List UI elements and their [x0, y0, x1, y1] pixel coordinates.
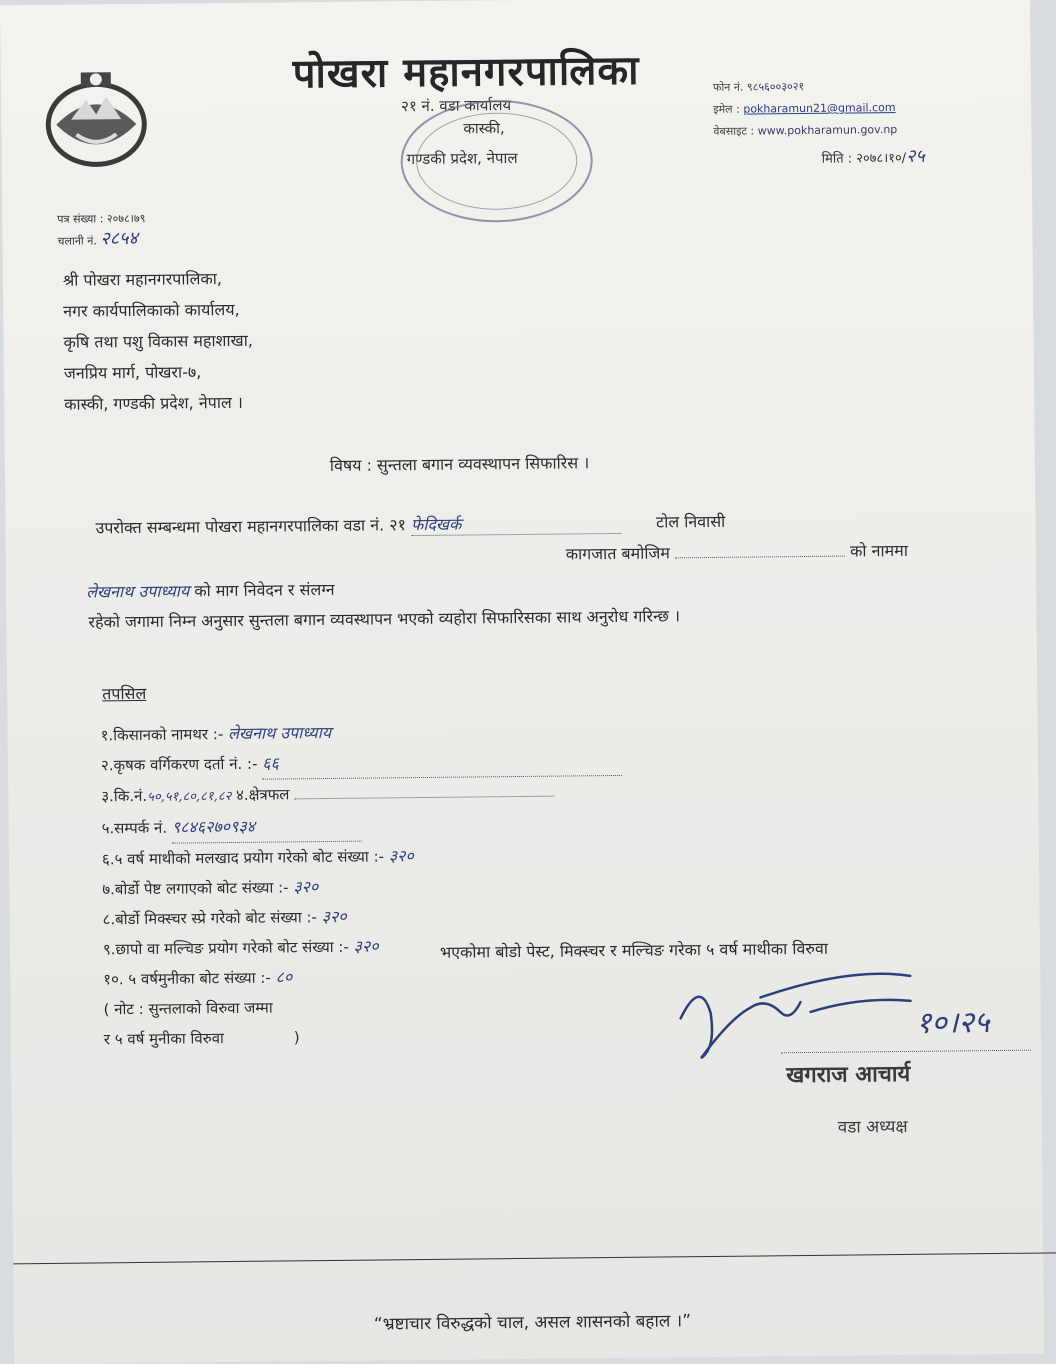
note-text: र ५ वर्ष मुनीका विरुवा: [103, 1029, 224, 1049]
note-line: ( नोट : सुन्तलाको विरुवा जम्मा: [103, 998, 273, 1019]
patra-sankhya: पत्र संख्या : २०७८।७९: [57, 211, 146, 226]
body-text: को नाममा: [849, 540, 909, 561]
body-text: टोल निवासी: [655, 511, 726, 532]
province-line: गण्डकी प्रदेश, नेपाल: [406, 148, 518, 169]
body-line-2: [566, 539, 908, 565]
body-text: को माग निवेदन र संलग्न: [194, 579, 335, 601]
item-label: ३.कि.नं.: [101, 786, 148, 806]
ward-office-line: २१ नं. वडा कार्यालय: [401, 96, 512, 116]
item-label: ५.सम्पर्क नं.: [101, 818, 168, 838]
chalani-label: चलानी नं.: [57, 234, 97, 248]
item-value: ८०: [275, 967, 293, 987]
subject-line: विषय : सुन्तला बगान व्यवस्थापन सिफारिस ।: [329, 453, 590, 475]
signatory-title: वडा अध्यक्ष: [837, 1116, 908, 1138]
applicant-handwritten: लेखनाथ उपाध्याय: [86, 581, 190, 602]
item-label: ८.बोर्डो मिक्स्चर स्प्रे गरेको बोट संख्या :-: [102, 908, 317, 929]
website-line: [713, 122, 897, 139]
note-paren: ): [293, 1028, 300, 1047]
ward-office-stamp: [396, 85, 598, 237]
item-value: ९८४६२७०९३४: [172, 811, 362, 844]
detail-list: [101, 715, 626, 1054]
phone-number: ९८५६००३०२१: [746, 79, 805, 94]
body-text: कागजात बमोजिम: [565, 543, 671, 564]
body-line-3: [86, 578, 335, 603]
date-label: मिति : २०७८।१०/: [821, 150, 907, 167]
item-value: ६६: [262, 745, 622, 780]
item-value: ३२०: [321, 906, 347, 927]
footer-motto: “भ्रष्टाचार विरुद्धको चाल, असल शासनको बहाल ।”: [373, 1311, 692, 1335]
note-right: भएकोमा बोडो पेस्ट, मिक्स्चर र मल्चिङ गरेका ५ वर्ष माथीका विरुवा: [439, 938, 829, 962]
body-line-1: [95, 510, 725, 540]
blank-field: [294, 796, 554, 800]
item-value: ३२०: [353, 936, 379, 956]
email-link[interactable]: pokharamun21@gmail.com: [743, 101, 896, 116]
item-value: ३२०: [388, 846, 414, 866]
item-label: १०. ५ वर्षमुनीका बोट संख्या :-: [103, 968, 271, 989]
addressee-line: कृषि तथा पशु विकास महाशाखा,: [63, 330, 253, 352]
signatory-name: खगराज आचार्य: [786, 1061, 911, 1089]
letter-date: [822, 144, 925, 169]
item-label: ७.बोर्डो पेष्ट लगाएको बोट संख्या :-: [102, 878, 289, 899]
item-label: ९.छापो वा मल्चिङ प्रयोग गरेको बोट संख्या :-: [102, 937, 349, 959]
addressee-line: नगर कार्यपालिकाको कार्यालय,: [63, 299, 240, 321]
government-emblem-icon: [41, 64, 152, 175]
email-label: इमेल :: [713, 102, 740, 116]
item-value: लेखनाथ उपाध्याय: [227, 722, 332, 744]
addressee-line: कास्की, गण्डकी प्रदेश, नेपाल ।: [64, 392, 244, 414]
tole-handwritten: फेदिखर्क: [411, 511, 621, 536]
addressee-block: [63, 263, 254, 420]
office-title: पोखरा महानगरपालिका: [292, 47, 640, 98]
body-text: उपरोक्त सम्बन्धमा पोखरा महानगरपालिका वडा नं. २१: [95, 515, 406, 538]
list-item: [101, 776, 623, 813]
district-line: कास्की,: [463, 119, 505, 138]
item-value: ५०,५१,८०,८१,८२: [147, 789, 232, 805]
footer-rule: [13, 1252, 1056, 1264]
phone-label: फोन नं.: [712, 80, 744, 94]
item-value: ३२०: [293, 877, 319, 897]
addressee-line: जनप्रिय मार्ग, पोखरा-७,: [63, 362, 202, 383]
item-label: २.कृषक वर्गिकरण दर्ता नं. :-: [100, 754, 258, 775]
addressee-line: श्री पोखरा महानगरपालिका,: [62, 269, 223, 290]
email-line: [713, 100, 896, 117]
blank-field: [675, 556, 845, 559]
chalani-line: [57, 229, 145, 252]
note-line: [104, 1019, 626, 1054]
phone-line: [713, 79, 804, 95]
item-label: ४.क्षेत्रफल: [235, 785, 290, 804]
website-link[interactable]: www.pokharamun.gov.np: [757, 123, 898, 138]
chalani-number: २८५४: [100, 227, 138, 250]
date-handwritten: २५: [905, 145, 925, 167]
body-line-4: रहेको जगामा निम्न अनुसार सुन्तला बगान व्यवस्थापन भएको व्यहोरा सिफारिसका साथ अनुरोध गरिन्छ ।: [88, 606, 681, 632]
item-label: ६.५ वर्ष माथीको मलखाद प्रयोग गरेको बोट संख्या :-: [101, 847, 385, 869]
item-label: १.किसानको नामथर :-: [100, 725, 224, 745]
tapasil-heading: तपसिल: [102, 683, 147, 704]
signature-date: १०।२५: [915, 1005, 990, 1041]
reference-block: [57, 209, 146, 252]
website-label: वेबसाइट :: [713, 124, 755, 138]
